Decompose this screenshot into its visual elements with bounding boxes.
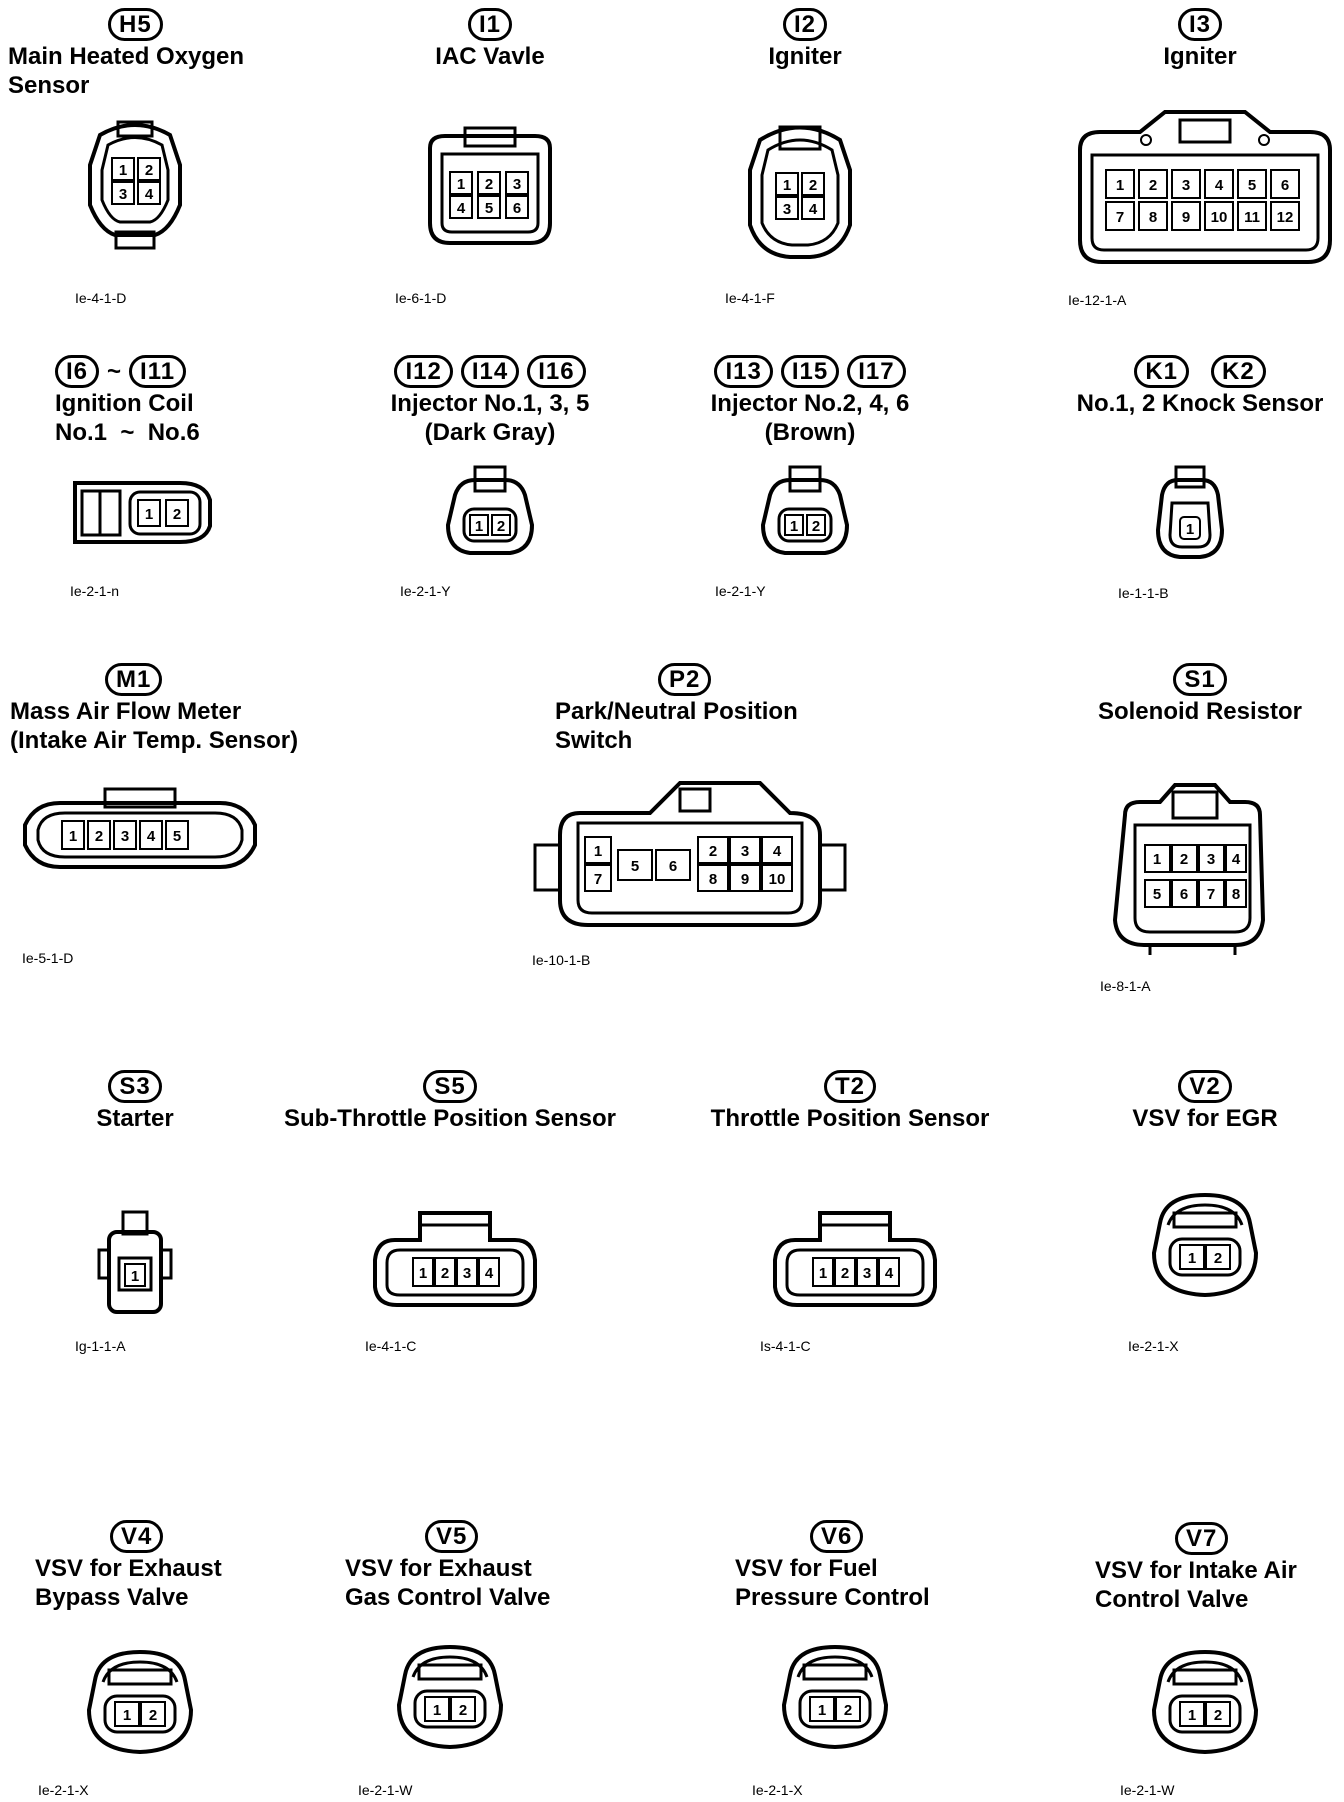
pin-label: 2 [840, 1265, 850, 1282]
connector-v7-diagram [1140, 1640, 1270, 1760]
connector-ref: Ig-1-1-A [75, 1338, 126, 1354]
connector-code: S5 [423, 1070, 476, 1103]
connector-code: M1 [105, 663, 162, 696]
connector-t2-header [690, 1070, 1010, 1132]
pin-label: 5 [484, 200, 494, 217]
pin-label: 1 [418, 1265, 428, 1282]
connector-ref: Ie-10-1-B [532, 952, 591, 968]
pin-label: 9 [1181, 209, 1191, 226]
connector-v4-header [35, 1520, 295, 1611]
connector-ref: Ie-2-1-W [358, 1782, 413, 1798]
connector-title: Pressure Control [735, 1584, 930, 1611]
connector-v4-diagram [75, 1640, 205, 1760]
connector-code: S3 [108, 1070, 161, 1103]
pin-label: 3 [740, 843, 750, 860]
pin-label: 7 [1115, 209, 1125, 226]
connector-h5-diagram [80, 120, 190, 260]
connector-i3-diagram [1070, 110, 1340, 270]
pin-label: 3 [862, 1265, 872, 1282]
connector-title: VSV for Intake Air [1095, 1557, 1297, 1584]
connector-ref: Ie-2-1-X [38, 1782, 89, 1798]
pin-label: 2 [496, 518, 506, 535]
connector-title: VSV for Exhaust [35, 1555, 222, 1582]
connector-s5-diagram [365, 1205, 545, 1315]
connector-code: I2 [783, 8, 827, 41]
pin-label: 2 [708, 843, 718, 860]
connector-title: Injector No.1, 3, 5 [390, 390, 590, 417]
connector-title: Ignition Coil [55, 390, 194, 417]
connector-title: Igniter [1163, 43, 1237, 70]
pin-label: 1 [817, 1702, 827, 1719]
pin-label: 4 [456, 200, 466, 217]
pin-label: 2 [1213, 1250, 1223, 1267]
connector-ref: Ie-1-1-B [1118, 585, 1169, 601]
connector-v7-header [1095, 1522, 1335, 1613]
connector-v5-header [345, 1520, 625, 1611]
connector-v2-diagram [1140, 1183, 1270, 1303]
connector-p2-diagram [530, 775, 850, 935]
connector-code: I17 [847, 355, 905, 388]
connector-ref: Is-4-1-C [760, 1338, 811, 1354]
pin-label: 3 [1181, 177, 1191, 194]
connector-title: VSV for Fuel [735, 1555, 878, 1582]
pin-label: 1 [593, 843, 603, 860]
connector-i2-header [680, 8, 930, 70]
connector-code: I15 [781, 355, 839, 388]
connector-v2-header [1080, 1070, 1330, 1132]
pin-label: 8 [708, 871, 718, 888]
connector-m1-header [10, 663, 340, 754]
connector-title: Throttle Position Sensor [710, 1105, 990, 1132]
connector-code: I3 [1178, 8, 1222, 41]
connector-code: K2 [1211, 355, 1266, 388]
pin-label: 2 [1213, 1707, 1223, 1724]
pin-label: 10 [768, 871, 786, 888]
connector-title: No.1 ~ No.6 [55, 419, 200, 446]
connector-i1-diagram [420, 128, 560, 253]
pin-label: 3 [120, 828, 130, 845]
pin-label: 2 [1179, 851, 1189, 868]
connector-i6-header [55, 355, 315, 446]
connector-k1-diagram [1150, 465, 1230, 565]
pin-label: 4 [1214, 177, 1224, 194]
pin-label: 4 [144, 186, 154, 203]
connector-ref: Ie-6-1-D [395, 290, 447, 306]
pin-label: 1 [456, 176, 466, 193]
pin-label: 2 [843, 1702, 853, 1719]
connector-title: Igniter [768, 43, 842, 70]
connector-ref: Ie-2-1-n [70, 583, 120, 599]
connector-ref: Ie-2-1-X [752, 1782, 803, 1798]
connector-v6-header [735, 1520, 995, 1611]
connector-code: I6 [55, 355, 99, 388]
connector-title: Sub-Throttle Position Sensor [283, 1105, 616, 1132]
pin-label: 11 [1244, 209, 1260, 226]
pin-label: 1 [1187, 1250, 1197, 1267]
pin-label: 2 [458, 1702, 468, 1719]
pin-label: 2 [440, 1265, 450, 1282]
connector-title: Gas Control Valve [345, 1584, 551, 1611]
connector-title: (Intake Air Temp. Sensor) [10, 727, 299, 754]
pin-label: 5 [172, 828, 182, 845]
pin-label: 3 [1206, 851, 1216, 868]
connector-ref: Ie-5-1-D [22, 950, 74, 966]
connector-title: Starter [96, 1105, 174, 1132]
connector-code: I1 [468, 8, 512, 41]
connector-code: I11 [129, 355, 186, 388]
pin-label: 3 [118, 186, 128, 203]
pin-label: 2 [148, 1707, 158, 1724]
connector-ref: Ie-2-1-W [1120, 1782, 1175, 1798]
pin-label: 9 [740, 871, 750, 888]
connector-p2-header [555, 663, 855, 754]
pin-label: 4 [146, 828, 156, 845]
connector-title: Bypass Valve [35, 1584, 189, 1611]
connector-code: V2 [1178, 1070, 1231, 1103]
connector-i12-diagram [440, 465, 540, 560]
pin-label: 1 [474, 518, 484, 535]
connector-i2-diagram [740, 115, 860, 265]
pin-label: 7 [1206, 886, 1216, 903]
connector-i3-header [1080, 8, 1320, 70]
pin-label: 4 [884, 1265, 894, 1282]
pin-label: 1 [818, 1265, 828, 1282]
connector-title: Main Heated Oxygen [8, 43, 245, 70]
connector-title: Park/Neutral Position [555, 698, 798, 725]
connector-title: Injector No.2, 4, 6 [710, 390, 910, 417]
connector-code: V5 [425, 1520, 478, 1553]
connector-title: No.1, 2 Knock Sensor [1076, 390, 1324, 417]
pin-label: 3 [512, 176, 522, 193]
pin-label: 2 [1148, 177, 1158, 194]
connector-m1-diagram [20, 785, 260, 885]
connector-ref: Ie-4-1-C [365, 1338, 417, 1354]
connector-s5-header [270, 1070, 630, 1132]
connector-title: Switch [555, 727, 633, 754]
connector-code: I16 [527, 355, 585, 388]
pin-label: 4 [808, 201, 818, 218]
connector-code: H5 [108, 8, 163, 41]
connector-ref: Ie-8-1-A [1100, 978, 1151, 994]
code-separator: ~ [107, 357, 122, 385]
connector-title: IAC Vavle [435, 43, 545, 70]
pin-label: 1 [782, 177, 792, 194]
connector-code: T2 [824, 1070, 876, 1103]
connector-title: (Dark Gray) [424, 419, 556, 446]
connector-ref: Ie-4-1-D [75, 290, 127, 306]
pin-label: 4 [1231, 851, 1241, 868]
connector-code: V4 [110, 1520, 163, 1553]
connector-ref: Ie-2-1-Y [400, 583, 451, 599]
pin-label: 1 [130, 1268, 140, 1285]
pin-label: 6 [1179, 886, 1189, 903]
connector-code: K1 [1134, 355, 1189, 388]
pin-label: 2 [94, 828, 104, 845]
pin-label: 5 [630, 858, 640, 875]
pin-label: 2 [144, 162, 154, 179]
pin-label: 5 [1152, 886, 1162, 903]
pin-label: 1 [122, 1707, 132, 1724]
connector-code: V6 [810, 1520, 863, 1553]
pin-label: 6 [512, 200, 522, 217]
pin-label: 8 [1148, 209, 1158, 226]
pin-label: 1 [68, 828, 78, 845]
connector-title: VSV for EGR [1132, 1105, 1278, 1132]
pin-label: 1 [789, 518, 799, 535]
connector-i12-header [360, 355, 620, 446]
connector-title: Control Valve [1095, 1586, 1249, 1613]
pin-label: 1 [1152, 851, 1162, 868]
connector-title: VSV for Exhaust [345, 1555, 532, 1582]
pin-label: 2 [811, 518, 821, 535]
connector-ref: Ie-2-1-X [1128, 1338, 1179, 1354]
connector-ref: Ie-12-1-A [1068, 292, 1127, 308]
connector-ref: Ie-2-1-Y [715, 583, 766, 599]
connector-code: P2 [658, 663, 711, 696]
connector-code: I13 [714, 355, 772, 388]
connector-code: I12 [394, 355, 452, 388]
pin-label: 2 [172, 506, 182, 523]
connector-h5-header [8, 8, 308, 99]
pin-label: 6 [1280, 177, 1290, 194]
connector-code: S1 [1173, 663, 1226, 696]
pin-label: 2 [808, 177, 818, 194]
pin-label: 1 [1115, 177, 1125, 194]
pin-label: 4 [484, 1265, 494, 1282]
pin-label: 4 [772, 843, 782, 860]
connector-i13-diagram [755, 465, 855, 560]
connector-v6-diagram [770, 1635, 900, 1755]
connector-s1-diagram [1105, 780, 1275, 960]
pin-label: 3 [462, 1265, 472, 1282]
pin-label: 1 [118, 162, 128, 179]
pin-label: 3 [782, 201, 792, 218]
pin-label: 1 [432, 1702, 442, 1719]
pin-label: 1 [1187, 1707, 1197, 1724]
pin-label: 1 [144, 506, 154, 523]
connector-i6-diagram [70, 478, 220, 548]
connector-code: V7 [1175, 1522, 1228, 1555]
connector-i1-header [360, 8, 620, 70]
pin-label: 2 [484, 176, 494, 193]
pin-label: 7 [593, 871, 603, 888]
connector-t2-diagram [765, 1205, 945, 1315]
pin-label: 8 [1231, 886, 1241, 903]
connector-title: (Brown) [764, 419, 856, 446]
connector-i13-header [680, 355, 940, 446]
connector-code: I14 [461, 355, 519, 388]
pin-label: 6 [668, 858, 678, 875]
connector-s3-diagram [95, 1210, 175, 1320]
connector-title: Solenoid Resistor [1097, 698, 1303, 725]
pin-label: 5 [1247, 177, 1257, 194]
connector-s1-header [1070, 663, 1330, 725]
connector-v5-diagram [385, 1635, 515, 1755]
pin-label: 12 [1276, 209, 1294, 226]
pin-label: 10 [1210, 209, 1228, 226]
connector-s3-header [50, 1070, 220, 1132]
connector-title: Mass Air Flow Meter [10, 698, 242, 725]
connector-ref: Ie-4-1-F [725, 290, 775, 306]
pin-label: 1 [1185, 521, 1195, 538]
connector-title: Sensor [8, 72, 90, 99]
connector-k1-header [1060, 355, 1340, 417]
